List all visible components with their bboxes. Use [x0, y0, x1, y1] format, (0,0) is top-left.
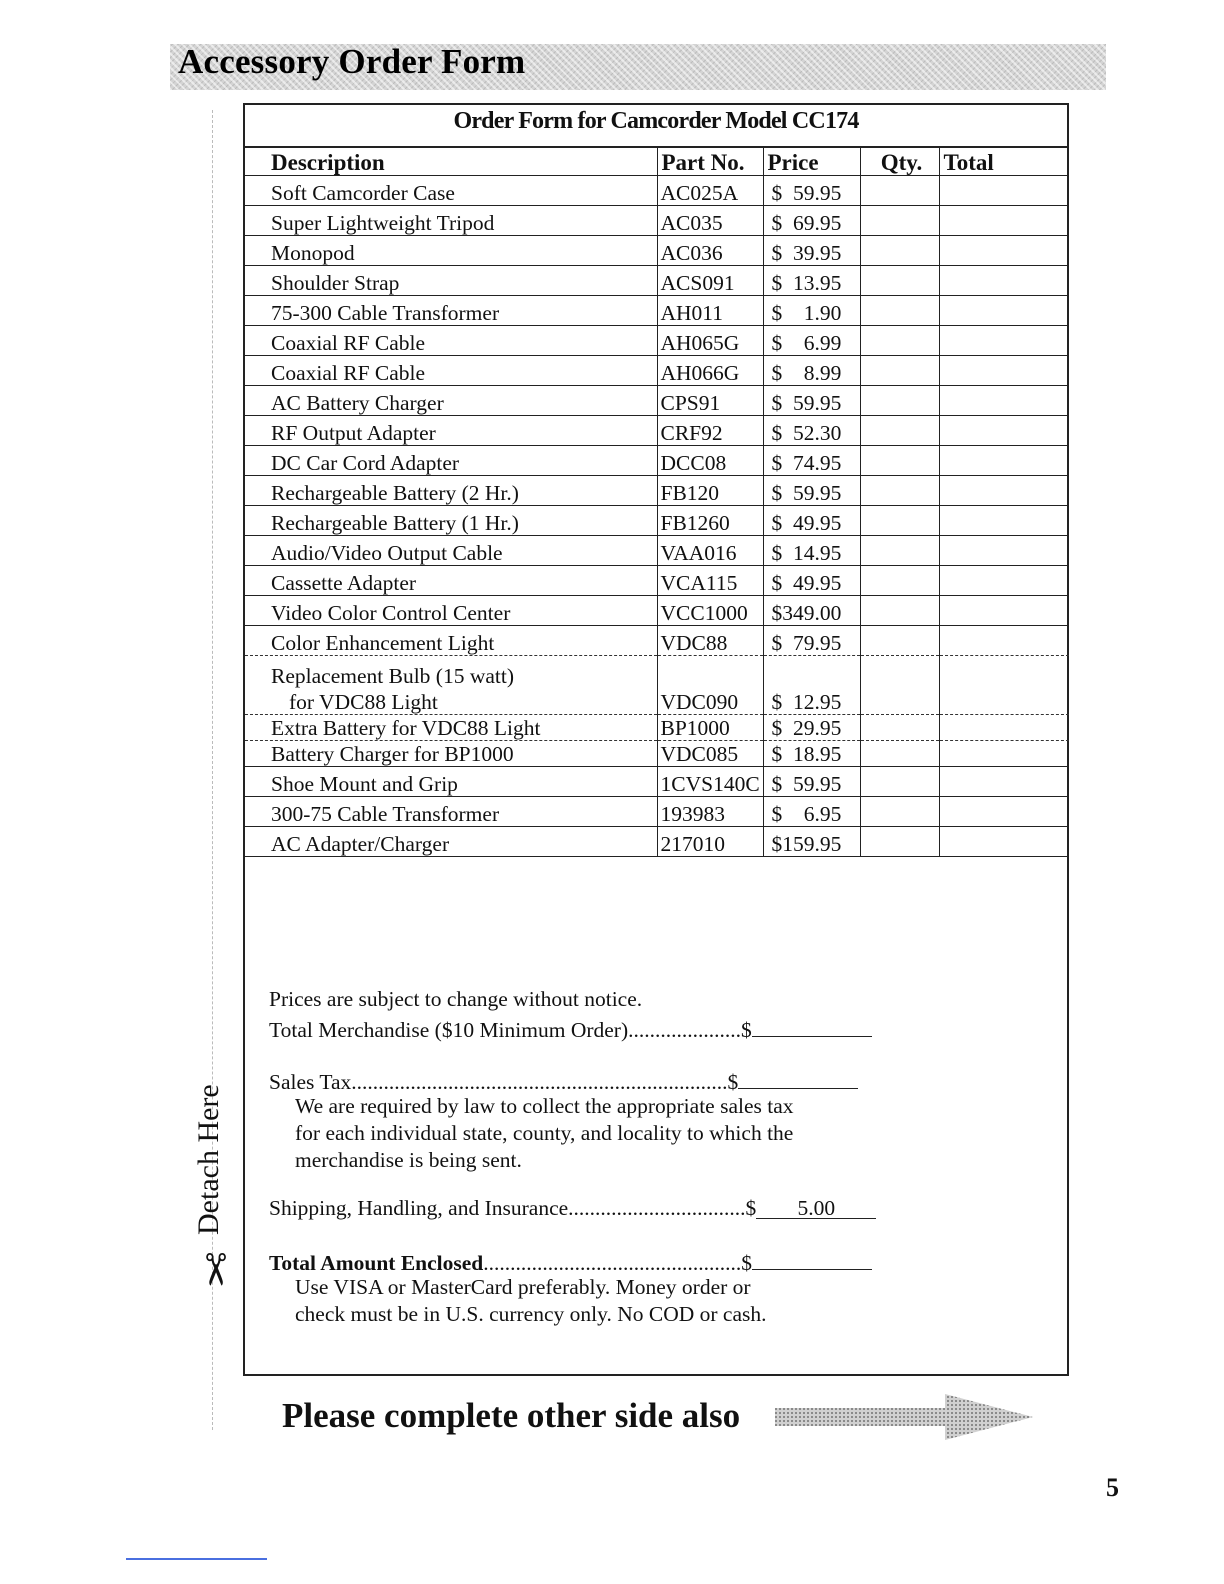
item-part-number: AC036: [657, 236, 763, 266]
item-price: $ 59.95: [763, 767, 860, 797]
item-part-number: FB1260: [657, 506, 763, 536]
item-description-text: Shoe Mount and Grip: [271, 772, 458, 797]
item-price: $ 69.95: [763, 206, 860, 236]
total-line: [269, 1247, 872, 1276]
item-price: $ 59.95: [763, 176, 860, 206]
item-total-field[interactable]: [939, 626, 1069, 656]
item-part-number: VCA115: [657, 566, 763, 596]
item-total-field[interactable]: [939, 741, 1069, 767]
table-row: [245, 596, 1069, 626]
table-row: [245, 476, 1069, 506]
table-row: [245, 416, 1069, 446]
item-qty-field[interactable]: [860, 386, 939, 416]
shipping-label: Shipping, Handling, and Insurance: [269, 1196, 569, 1220]
item-description: [245, 266, 657, 296]
item-description-text: Extra Battery for VDC88 Light: [271, 716, 541, 741]
item-part-number: BP1000: [657, 715, 763, 741]
item-description: [245, 827, 657, 857]
price-notice: Prices are subject to change without notice.: [269, 987, 643, 1011]
item-price: $ 39.95: [763, 236, 860, 266]
item-price: $ 59.95: [763, 476, 860, 506]
table-row: [245, 176, 1069, 206]
item-total-field[interactable]: [939, 536, 1069, 566]
detach-label: Detach Here: [192, 1084, 225, 1235]
item-total-field[interactable]: [939, 596, 1069, 626]
table-row: [245, 236, 1069, 266]
item-description: [245, 626, 657, 656]
item-description: [245, 715, 657, 741]
item-price: $ 49.95: [763, 566, 860, 596]
sales-tax-label: Sales Tax: [269, 1070, 352, 1094]
item-description-text: Super Lightweight Tripod: [271, 211, 495, 236]
item-qty-field[interactable]: [860, 767, 939, 797]
sales-tax-dots: ......................................................................: [351, 1070, 728, 1094]
shipping-dots: .................................: [568, 1196, 746, 1220]
item-price: $349.00: [763, 596, 860, 626]
item-qty-field[interactable]: [860, 566, 939, 596]
item-qty-field[interactable]: [860, 827, 939, 857]
item-price: $ 49.95: [763, 506, 860, 536]
page-title: Accessory Order Form: [178, 42, 526, 81]
item-total-field[interactable]: [939, 446, 1069, 476]
table-row: [245, 827, 1069, 857]
item-price: $ 12.95: [763, 656, 860, 715]
column-header-price: Price: [763, 148, 860, 176]
merchandise-line: [269, 1014, 872, 1043]
item-part-number: CRF92: [657, 416, 763, 446]
item-description: [245, 356, 657, 386]
item-qty-field[interactable]: [860, 446, 939, 476]
item-description: [245, 416, 657, 446]
table-row: [245, 356, 1069, 386]
column-header-description: Description: [245, 148, 657, 176]
item-price: $ 79.95: [763, 626, 860, 656]
sales-tax-line: [269, 1066, 858, 1095]
item-description-text: Color Enhancement Light: [271, 631, 495, 656]
table-row: [245, 741, 1069, 767]
merchandise-dots: .....................: [628, 1018, 742, 1042]
item-description: [245, 656, 657, 715]
item-part-number: AC035: [657, 206, 763, 236]
item-part-number: AH066G: [657, 356, 763, 386]
item-description-text: Video Color Control Center: [271, 601, 511, 626]
item-part-number: VDC090: [657, 656, 763, 715]
table-row: [245, 656, 1069, 715]
item-part-number: CPS91: [657, 386, 763, 416]
table-row: [245, 386, 1069, 416]
item-description-text: DC Car Cord Adapter: [271, 451, 460, 476]
item-description-text: AC Adapter/Charger: [271, 832, 450, 857]
column-header-qty: Qty.: [860, 148, 939, 176]
column-header-part: Part No.: [657, 148, 763, 176]
item-part-number: VCC1000: [657, 596, 763, 626]
item-qty-field[interactable]: [860, 296, 939, 326]
item-total-field[interactable]: [939, 715, 1069, 741]
table-row: [245, 566, 1069, 596]
item-qty-field[interactable]: [860, 797, 939, 827]
item-description: [245, 446, 657, 476]
item-price: $ 8.99: [763, 356, 860, 386]
item-qty-field[interactable]: [860, 656, 939, 715]
item-description: [245, 536, 657, 566]
total-dots: ................................................: [483, 1251, 742, 1275]
item-part-number: VDC085: [657, 741, 763, 767]
item-qty-field[interactable]: [860, 266, 939, 296]
item-description-text: Cassette Adapter: [271, 571, 417, 596]
item-total-field[interactable]: [939, 656, 1069, 715]
table-row: [245, 326, 1069, 356]
item-total-field[interactable]: [939, 416, 1069, 446]
merchandise-blank[interactable]: [752, 1014, 872, 1037]
item-description: [245, 326, 657, 356]
item-part-number: AC025A: [657, 176, 763, 206]
item-description: [245, 296, 657, 326]
item-description: [245, 767, 657, 797]
merchandise-currency: $: [741, 1018, 752, 1042]
item-qty-field[interactable]: [860, 715, 939, 741]
item-part-number: FB120: [657, 476, 763, 506]
table-row: [245, 206, 1069, 236]
item-total-field[interactable]: [939, 236, 1069, 266]
item-price: $ 1.90: [763, 296, 860, 326]
table-row: [245, 506, 1069, 536]
item-part-number: AH065G: [657, 326, 763, 356]
item-description: [245, 596, 657, 626]
item-part-number: DCC08: [657, 446, 763, 476]
table-row: [245, 715, 1069, 741]
item-description: [245, 566, 657, 596]
item-qty-field[interactable]: [860, 536, 939, 566]
item-qty-field[interactable]: [860, 416, 939, 446]
order-table: [245, 148, 1069, 857]
item-description: [245, 236, 657, 266]
item-total-field[interactable]: [939, 296, 1069, 326]
scissors-icon: ✂: [189, 1251, 239, 1288]
item-qty-field[interactable]: [860, 596, 939, 626]
item-description: [245, 206, 657, 236]
item-description: [245, 176, 657, 206]
item-qty-field[interactable]: [860, 326, 939, 356]
item-price: $ 6.95: [763, 797, 860, 827]
item-description-text: Coaxial RF Cable: [271, 361, 426, 386]
footer-instruction: Please complete other side also: [282, 1396, 741, 1435]
table-row: [245, 266, 1069, 296]
item-part-number: VAA016: [657, 536, 763, 566]
table-row: [245, 446, 1069, 476]
table-row: [245, 797, 1069, 827]
item-price: $ 74.95: [763, 446, 860, 476]
item-part-number: 193983: [657, 797, 763, 827]
item-price: $ 29.95: [763, 715, 860, 741]
item-qty-field[interactable]: [860, 626, 939, 656]
table-row: [245, 536, 1069, 566]
item-price: $ 6.99: [763, 326, 860, 356]
item-total-field[interactable]: [939, 797, 1069, 827]
item-price: $ 14.95: [763, 536, 860, 566]
item-description-text: AC Battery Charger: [271, 391, 444, 416]
sales-tax-blank[interactable]: [738, 1066, 858, 1089]
item-total-field[interactable]: [939, 476, 1069, 506]
item-description-line2: for VDC88 Light: [289, 690, 438, 715]
payment-note: Use VISA or MasterCard preferably. Money order or check must be in U.S. currency only. No COD or cash.: [295, 1275, 767, 1326]
item-price: $ 52.30: [763, 416, 860, 446]
item-qty-field[interactable]: [860, 206, 939, 236]
item-description-text: Monopod: [271, 241, 355, 266]
item-price: $ 18.95: [763, 741, 860, 767]
item-price: $159.95: [763, 827, 860, 857]
item-part-number: ACS091: [657, 266, 763, 296]
table-row: [245, 767, 1069, 797]
item-description: [245, 741, 657, 767]
total-label: Total Amount Enclosed: [269, 1251, 484, 1275]
item-qty-field[interactable]: [860, 506, 939, 536]
table-row: [245, 626, 1069, 656]
item-qty-field[interactable]: [860, 356, 939, 386]
total-blank[interactable]: [752, 1247, 872, 1270]
item-description-text: Audio/Video Output Cable: [271, 541, 503, 566]
item-description-text: Rechargeable Battery (1 Hr.): [271, 511, 519, 536]
item-description-text: Coaxial RF Cable: [271, 331, 426, 356]
item-total-field[interactable]: [939, 386, 1069, 416]
merchandise-label: Total Merchandise ($10 Minimum Order): [269, 1018, 629, 1042]
item-total-field[interactable]: [939, 506, 1069, 536]
table-row: [245, 296, 1069, 326]
item-description-text: 300-75 Cable Transformer: [271, 802, 500, 827]
item-description: [245, 386, 657, 416]
item-total-field[interactable]: [939, 566, 1069, 596]
item-total-field[interactable]: [939, 767, 1069, 797]
sales-tax-note: We are required by law to collect the appropriate sales tax for each individual state, county, and locality to which the merchandise is being sent.: [295, 1094, 794, 1172]
shipping-line: [269, 1196, 876, 1221]
item-part-number: 1CVS140C: [657, 767, 763, 797]
sales-tax-currency: $: [727, 1070, 739, 1094]
item-qty-field[interactable]: [860, 741, 939, 767]
item-description-text: Battery Charger for BP1000: [271, 742, 514, 767]
column-header-total: Total: [939, 148, 1069, 176]
item-part-number: 217010: [657, 827, 763, 857]
item-description-text: 75-300 Cable Transformer: [271, 301, 500, 326]
item-part-number: VDC88: [657, 626, 763, 656]
bottom-rule: [126, 1558, 267, 1560]
item-description-text: RF Output Adapter: [271, 421, 436, 446]
item-part-number: AH011: [657, 296, 763, 326]
item-qty-field[interactable]: [860, 236, 939, 266]
item-total-field[interactable]: [939, 206, 1069, 236]
total-currency: $: [741, 1251, 753, 1275]
item-description-text: Shoulder Strap: [271, 271, 400, 296]
item-total-field[interactable]: [939, 266, 1069, 296]
item-price: $ 13.95: [763, 266, 860, 296]
item-description-text: Rechargeable Battery (2 Hr.): [271, 481, 519, 506]
arrow-right-icon: [775, 1392, 1035, 1442]
item-description-text: Replacement Bulb (15 watt): [271, 663, 514, 688]
item-total-field[interactable]: [939, 326, 1069, 356]
shipping-currency: $: [745, 1196, 757, 1220]
form-title: Order Form for Camcorder Model CC174: [453, 108, 859, 134]
item-price: $ 59.95: [763, 386, 860, 416]
item-total-field[interactable]: [939, 356, 1069, 386]
item-description: [245, 476, 657, 506]
item-qty-field[interactable]: [860, 476, 939, 506]
item-description: [245, 506, 657, 536]
page-number: 5: [1106, 1473, 1119, 1502]
item-total-field[interactable]: [939, 827, 1069, 857]
shipping-value: 5.00: [756, 1196, 876, 1219]
item-qty-field[interactable]: [860, 176, 939, 206]
item-description: [245, 797, 657, 827]
item-description-text: Soft Camcorder Case: [271, 181, 455, 206]
item-total-field[interactable]: [939, 176, 1069, 206]
